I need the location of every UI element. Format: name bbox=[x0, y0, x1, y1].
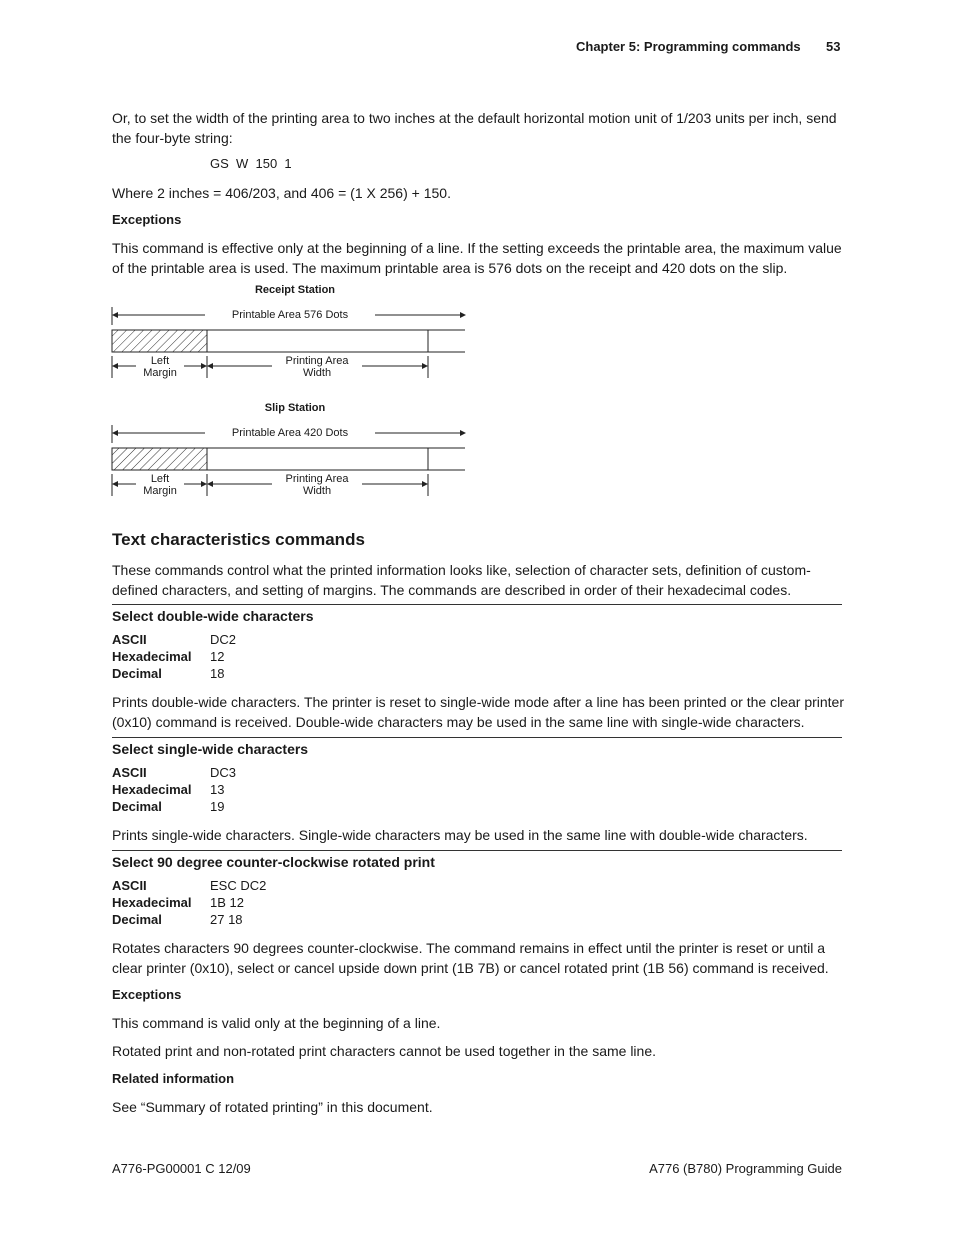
printable-area-diagram bbox=[100, 280, 480, 505]
command-title: Select double-wide characters bbox=[112, 608, 314, 624]
hex-label: Hexadecimal bbox=[112, 649, 192, 664]
ascii-value: ESC DC2 bbox=[210, 878, 267, 893]
command-description: Prints single-wide characters. Single-wide characters may be used in the same line with double-wide characters. bbox=[112, 827, 808, 843]
exceptions-heading: Exceptions bbox=[112, 212, 182, 227]
exceptions-text: Rotated print and non-rotated print characters cannot be used together in the same line. bbox=[112, 1043, 657, 1059]
slip-left-margin-label-1: Left bbox=[150, 473, 170, 485]
exceptions-text: This command is effective only at the beginning of a line. If the setting exceeds the printable area, the maximum value of the printable area is used. The maximum printable area is 576 dots on the receipt and 420 dots on the slip. bbox=[112, 240, 842, 276]
footer-doc-id: A776-PG00001 C 12/09 bbox=[112, 1161, 251, 1176]
command-codes bbox=[112, 631, 236, 682]
divider bbox=[112, 737, 842, 738]
dec-value: 27 18 bbox=[210, 912, 243, 927]
hex-label: Hexadecimal bbox=[112, 782, 192, 797]
exceptions-text: This command is valid only at the beginning of a line. bbox=[112, 1015, 441, 1031]
code-sample: GS W 150 1 bbox=[210, 156, 292, 171]
divider bbox=[112, 604, 842, 605]
receipt-printing-width-label-1: Printing Area bbox=[285, 355, 349, 367]
chapter-title: Chapter 5: Programming commands bbox=[576, 39, 801, 54]
command-title: Select 90 degree counter-clockwise rotated print bbox=[112, 854, 435, 870]
ascii-value: DC2 bbox=[210, 632, 237, 647]
dec-label: Decimal bbox=[112, 912, 162, 927]
ascii-value: DC3 bbox=[210, 765, 237, 780]
command-title: Select single-wide characters bbox=[112, 741, 309, 757]
receipt-left-margin-label-2: Margin bbox=[143, 367, 177, 379]
dec-label: Decimal bbox=[112, 666, 162, 681]
ascii-label: ASCII bbox=[112, 765, 147, 780]
dec-value: 19 bbox=[210, 799, 225, 814]
section-intro: These commands control what the printed information looks like, selection of character sets, definition of custom-defined characters, and setting of margins. The commands are described in order of their hexadecimal codes. bbox=[112, 562, 811, 598]
slip-title: Slip Station bbox=[264, 402, 326, 414]
slip-station-diagram bbox=[112, 402, 465, 497]
dec-label: Decimal bbox=[112, 799, 162, 814]
receipt-printable-label: Printable Area 576 Dots bbox=[231, 309, 349, 321]
command-description: Rotates characters 90 degrees counter-clockwise. The command remains in effect until the printer is reset or until a clear printer (0x10), select or cancel upside down print (1B 7B) or cancel rotated print (1B 56) command is received. bbox=[112, 940, 829, 976]
exceptions-heading: Exceptions bbox=[112, 987, 182, 1002]
ascii-label: ASCII bbox=[112, 878, 147, 893]
slip-printing-width-label-1: Printing Area bbox=[285, 473, 349, 485]
receipt-title: Receipt Station bbox=[254, 284, 336, 296]
section-title: Text characteristics commands bbox=[112, 530, 365, 549]
slip-left-margin-label-2: Margin bbox=[143, 485, 177, 497]
related-text: See “Summary of rotated printing” in this document. bbox=[112, 1099, 433, 1115]
receipt-left-margin-label-1: Left bbox=[150, 355, 170, 367]
footer-title: A776 (B780) Programming Guide bbox=[649, 1161, 842, 1176]
dec-value: 18 bbox=[210, 666, 225, 681]
hex-value: 12 bbox=[210, 649, 225, 664]
related-heading: Related information bbox=[112, 1071, 235, 1086]
command-codes bbox=[112, 877, 266, 928]
receipt-printing-width-label-2: Width bbox=[302, 367, 332, 379]
divider bbox=[112, 850, 842, 851]
slip-left-margin-hatch bbox=[112, 448, 207, 470]
receipt-left-margin-hatch bbox=[112, 330, 207, 352]
command-description: Prints double-wide characters. The printer is reset to single-wide mode after a line has been printed or the clear printer (0x10) command is received. Double-wide characters may be used in the same line with single-wide characters. bbox=[112, 694, 845, 730]
slip-printing-width-label-2: Width bbox=[302, 485, 332, 497]
ascii-label: ASCII bbox=[112, 632, 147, 647]
receipt-station-diagram bbox=[112, 284, 465, 379]
hex-label: Hexadecimal bbox=[112, 895, 192, 910]
command-codes bbox=[112, 764, 236, 815]
intro-formula: Where 2 inches = 406/203, and 406 = (1 X 256) + 150. bbox=[112, 185, 451, 201]
hex-value: 13 bbox=[210, 782, 225, 797]
intro-paragraph: Or, to set the width of the printing area to two inches at the default horizontal motion unit of 1/203 units per inch, send the four-byte string: bbox=[112, 110, 837, 146]
slip-printable-label: Printable Area 420 Dots bbox=[231, 427, 349, 439]
page-number: 53 bbox=[826, 39, 841, 54]
hex-value: 1B 12 bbox=[210, 895, 244, 910]
